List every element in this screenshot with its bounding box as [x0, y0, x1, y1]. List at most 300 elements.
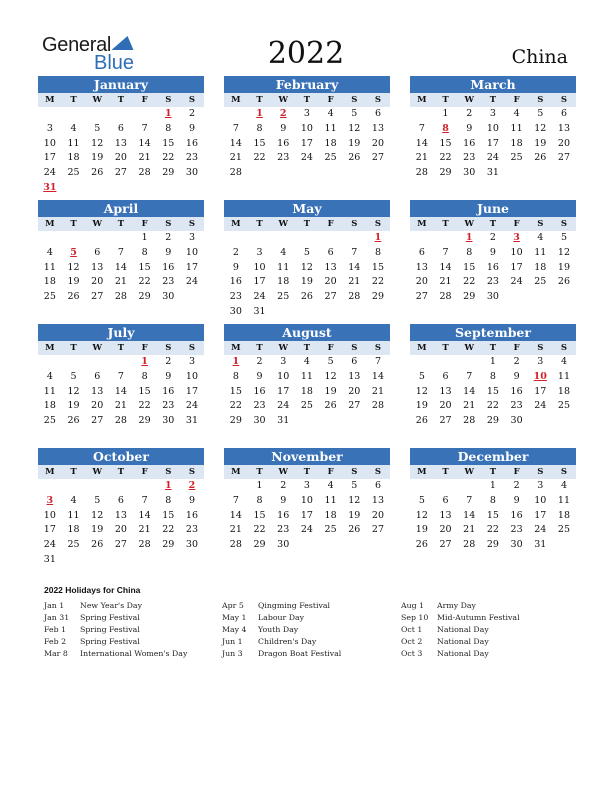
weekday-label: W	[464, 219, 474, 229]
month-title: March	[410, 76, 576, 93]
day-cell: 23	[162, 400, 175, 412]
day-cell: 6	[442, 494, 449, 506]
day-cell: 14	[229, 509, 242, 521]
day-cell: 11	[43, 385, 56, 397]
holiday-day: 8	[442, 122, 449, 134]
day-cell: 31	[534, 539, 547, 551]
weekday-label: W	[464, 467, 474, 477]
logo-blue-text: Blue	[94, 52, 135, 74]
day-cell: 11	[510, 122, 523, 134]
day-cell: 18	[67, 152, 80, 164]
day-cell: 24	[300, 152, 313, 164]
day-cell: 7	[232, 122, 239, 134]
day-cell: 16	[185, 137, 199, 149]
weekday-label: S	[560, 219, 568, 229]
day-cell: 18	[324, 509, 337, 521]
empty-cell	[410, 107, 434, 122]
day-cell: 26	[348, 524, 361, 536]
day-cell: 9	[513, 370, 520, 382]
day-cell: 13	[91, 261, 104, 273]
day-cell: 20	[348, 385, 361, 397]
empty-cell	[38, 355, 62, 370]
day-cell: 20	[114, 524, 127, 536]
day-cell: 10	[534, 494, 547, 506]
weekday-label: W	[464, 343, 474, 353]
day-cell: 19	[415, 400, 428, 412]
holiday-date: Jun 3	[222, 649, 243, 658]
holiday-name: Dragon Boat Festival	[258, 649, 342, 658]
day-cell: 17	[300, 137, 313, 149]
day-cell: 4	[327, 480, 334, 491]
weekday-header	[410, 217, 576, 231]
day-cell: 8	[256, 494, 263, 506]
day-cell: 12	[67, 261, 80, 273]
day-cell: 3	[280, 356, 287, 367]
day-cell: 8	[489, 494, 496, 506]
day-cell: 29	[439, 167, 452, 179]
day-cell: 1	[141, 232, 148, 243]
empty-cell	[133, 479, 157, 494]
day-cell: 18	[300, 385, 313, 397]
holiday-day: 3	[46, 494, 54, 506]
empty-cell	[410, 479, 434, 494]
empty-cell	[109, 479, 133, 494]
empty-cell	[38, 231, 62, 246]
day-cell: 13	[557, 122, 571, 134]
empty-cell	[109, 231, 133, 246]
holiday-name: Labour Day	[258, 613, 305, 622]
weekday-label: M	[45, 467, 55, 477]
holiday-date: Jan 1	[44, 601, 65, 610]
day-cell: 23	[185, 524, 199, 536]
day-cell: 12	[91, 137, 104, 149]
day-cell: 14	[415, 137, 428, 149]
day-cell: 14	[229, 137, 242, 149]
holiday-name: Youth Day	[258, 625, 299, 634]
holiday-name: International Women's Day	[80, 649, 188, 658]
weekday-label: M	[45, 343, 55, 353]
day-cell: 15	[229, 385, 242, 397]
weekday-label: T	[442, 219, 449, 229]
weekday-label: W	[92, 95, 102, 105]
day-cell: 17	[486, 137, 499, 149]
day-cell: 24	[185, 276, 199, 288]
day-cell: 17	[253, 276, 266, 288]
day-cell: 26	[67, 415, 80, 427]
weekday-label: M	[417, 219, 427, 229]
weekday-label: T	[256, 219, 263, 229]
holiday-row	[44, 612, 187, 624]
day-cell: 8	[256, 122, 263, 134]
day-cell: 2	[165, 232, 172, 243]
country-label: China	[511, 46, 568, 68]
day-cell: 21	[114, 276, 127, 288]
holiday-row	[222, 636, 341, 648]
weekday-label: S	[165, 219, 172, 229]
day-cell: 12	[348, 122, 361, 134]
day-cell: 19	[300, 276, 313, 288]
day-cell: 10	[510, 246, 523, 258]
day-cell: 18	[43, 276, 56, 288]
day-cell: 4	[513, 108, 520, 119]
month-title: September	[410, 324, 576, 341]
day-cell: 19	[67, 276, 80, 288]
day-cell: 7	[117, 246, 124, 258]
day-cell: 10	[185, 246, 199, 258]
day-cell: 2	[513, 356, 520, 367]
day-cell: 5	[560, 232, 567, 243]
empty-cell	[271, 231, 295, 246]
day-cell: 19	[348, 137, 361, 149]
weekday-label: M	[231, 467, 241, 477]
day-cell: 29	[162, 167, 175, 179]
weekday-header	[224, 341, 390, 355]
weekday-header	[410, 465, 576, 479]
day-cell: 15	[253, 509, 266, 521]
holiday-name: Qingming Festival	[258, 601, 331, 610]
day-cell: 29	[486, 539, 499, 551]
year-title: 2022	[267, 36, 345, 71]
day-cell: 21	[138, 524, 151, 536]
day-cell: 2	[232, 246, 239, 258]
day-cell: 5	[351, 108, 358, 119]
holiday-day: 10	[533, 370, 547, 382]
day-cell: 3	[256, 246, 263, 258]
weekday-label: T	[489, 343, 497, 353]
day-cell: 6	[117, 494, 124, 506]
day-cell: 23	[229, 291, 242, 303]
day-cell: 7	[418, 122, 425, 134]
day-cell: 27	[348, 400, 361, 412]
day-cell: 7	[374, 356, 381, 367]
weekday-label: S	[537, 343, 544, 353]
day-cell: 4	[537, 232, 544, 243]
weekday-label: T	[70, 95, 77, 105]
day-cell: 19	[415, 524, 428, 536]
day-cell: 24	[486, 152, 499, 164]
day-cell: 15	[162, 509, 175, 521]
day-cell: 8	[466, 246, 473, 258]
day-cell: 14	[463, 385, 476, 397]
day-cell: 12	[415, 385, 428, 397]
day-cell: 3	[537, 480, 544, 491]
holiday-row	[401, 648, 520, 660]
day-cell: 5	[303, 246, 310, 258]
day-cell: 6	[94, 246, 101, 258]
holidays-title: 2022 Holidays for China	[44, 585, 141, 595]
day-cell: 4	[46, 370, 53, 382]
day-cell: 21	[371, 385, 385, 397]
day-cell: 18	[534, 261, 547, 273]
day-cell: 15	[253, 137, 266, 149]
month-title: July	[38, 324, 204, 341]
weekday-label: S	[188, 95, 196, 105]
day-cell: 20	[415, 276, 428, 288]
day-cell: 28	[229, 167, 242, 179]
day-cell: 15	[138, 385, 151, 397]
day-cell: 13	[371, 122, 385, 134]
day-cell: 11	[277, 261, 290, 273]
day-cell: 7	[117, 370, 124, 382]
day-grid	[38, 479, 204, 568]
day-cell: 28	[138, 539, 151, 551]
day-cell: 19	[324, 385, 337, 397]
day-cell: 30	[486, 291, 499, 303]
day-cell: 21	[229, 524, 242, 536]
day-cell: 19	[348, 509, 361, 521]
day-grid	[410, 355, 576, 429]
weekday-label: S	[560, 343, 568, 353]
weekday-label: M	[231, 95, 241, 105]
weekday-header	[38, 341, 204, 355]
weekday-label: M	[45, 95, 55, 105]
holiday-name: National Day	[437, 649, 489, 658]
day-cell: 28	[114, 291, 127, 303]
day-cell: 1	[489, 480, 496, 491]
holiday-row	[401, 612, 520, 624]
day-cell: 19	[534, 137, 547, 149]
day-cell: 9	[280, 122, 287, 134]
weekday-label: T	[117, 343, 125, 353]
day-cell: 27	[91, 415, 104, 427]
day-grid	[224, 355, 390, 429]
day-cell: 8	[141, 246, 148, 258]
day-cell: 7	[141, 494, 148, 506]
weekday-label: W	[278, 467, 288, 477]
day-cell: 25	[324, 152, 337, 164]
weekday-label: F	[513, 343, 520, 353]
day-cell: 18	[67, 524, 80, 536]
day-cell: 25	[557, 400, 571, 412]
holiday-date: May 1	[222, 613, 247, 622]
day-cell: 22	[371, 276, 385, 288]
day-cell: 22	[486, 524, 499, 536]
weekday-label: S	[165, 467, 172, 477]
day-cell: 12	[557, 246, 571, 258]
day-cell: 29	[371, 291, 385, 303]
holiday-name: Mid-Autumn Festival	[437, 613, 520, 622]
holiday-row	[222, 624, 341, 636]
weekday-label: S	[351, 219, 358, 229]
day-cell: 24	[253, 291, 266, 303]
day-cell: 25	[43, 291, 56, 303]
day-cell: 10	[43, 137, 56, 149]
day-cell: 25	[67, 539, 80, 551]
day-cell: 3	[489, 108, 496, 119]
day-cell: 18	[557, 509, 571, 521]
day-cell: 1	[442, 108, 449, 119]
day-cell: 6	[374, 480, 381, 491]
weekday-header	[410, 341, 576, 355]
weekday-label: S	[537, 467, 544, 477]
day-cell: 2	[188, 108, 195, 119]
day-cell: 22	[253, 152, 266, 164]
empty-cell	[62, 231, 86, 246]
day-cell: 21	[348, 276, 361, 288]
weekday-label: M	[45, 219, 55, 229]
day-cell: 26	[67, 291, 80, 303]
weekday-label: T	[303, 219, 311, 229]
day-cell: 16	[229, 276, 242, 288]
day-cell: 13	[114, 509, 127, 521]
weekday-label: F	[513, 219, 520, 229]
day-cell: 24	[534, 524, 547, 536]
day-cell: 22	[162, 524, 175, 536]
holiday-row	[44, 624, 187, 636]
day-cell: 19	[91, 152, 104, 164]
day-cell: 27	[91, 291, 104, 303]
day-cell: 31	[43, 553, 56, 565]
weekday-header	[410, 93, 576, 107]
day-cell: 24	[43, 539, 56, 551]
day-cell: 13	[114, 137, 127, 149]
day-cell: 20	[324, 276, 337, 288]
day-cell: 25	[300, 400, 313, 412]
weekday-label: S	[374, 343, 382, 353]
empty-cell	[85, 107, 109, 122]
empty-cell	[224, 479, 248, 494]
day-cell: 12	[348, 494, 361, 506]
day-cell: 14	[138, 509, 151, 521]
weekday-label: F	[513, 467, 520, 477]
day-cell: 23	[277, 152, 290, 164]
day-cell: 30	[510, 415, 523, 427]
day-cell: 20	[91, 276, 104, 288]
day-grid	[410, 231, 576, 305]
weekday-label: T	[442, 95, 449, 105]
day-cell: 30	[510, 539, 523, 551]
day-cell: 8	[232, 370, 239, 382]
day-cell: 10	[300, 494, 313, 506]
day-cell: 11	[43, 261, 56, 273]
weekday-label: F	[141, 219, 148, 229]
month-title: June	[410, 200, 576, 217]
day-cell: 11	[300, 370, 313, 382]
day-cell: 26	[415, 539, 428, 551]
holiday-date: Jan 31	[44, 613, 70, 622]
weekday-label: T	[70, 343, 77, 353]
day-cell: 4	[70, 122, 77, 134]
weekday-label: T	[117, 95, 125, 105]
month-title: December	[410, 448, 576, 465]
day-cell: 2	[165, 356, 172, 367]
empty-cell	[319, 231, 343, 246]
day-cell: 13	[91, 385, 104, 397]
day-cell: 16	[162, 261, 175, 273]
day-cell: 18	[510, 137, 523, 149]
day-cell: 5	[327, 356, 334, 367]
weekday-header	[38, 465, 204, 479]
holiday-day: 1	[465, 232, 473, 243]
day-cell: 2	[280, 480, 287, 491]
day-cell: 16	[185, 509, 199, 521]
day-cell: 4	[303, 356, 310, 367]
holiday-name: New Year's Day	[80, 601, 142, 610]
weekday-label: W	[278, 95, 288, 105]
weekday-label: F	[513, 95, 520, 105]
empty-cell	[410, 355, 434, 370]
day-cell: 4	[327, 108, 334, 119]
day-cell: 12	[300, 261, 313, 273]
day-cell: 29	[162, 539, 175, 551]
day-cell: 14	[348, 261, 361, 273]
day-cell: 17	[43, 152, 56, 164]
weekday-label: S	[537, 219, 544, 229]
empty-cell	[133, 107, 157, 122]
day-cell: 29	[229, 415, 242, 427]
month-october	[38, 448, 204, 568]
weekday-label: S	[374, 219, 382, 229]
day-cell: 23	[486, 276, 499, 288]
day-cell: 10	[185, 370, 199, 382]
empty-cell	[224, 231, 248, 246]
day-cell: 15	[371, 261, 385, 273]
day-cell: 17	[185, 261, 199, 273]
empty-cell	[62, 355, 86, 370]
weekday-label: W	[278, 219, 288, 229]
empty-cell	[38, 107, 62, 122]
day-cell: 3	[537, 356, 544, 367]
day-cell: 9	[466, 122, 473, 134]
day-cell: 27	[415, 291, 428, 303]
day-cell: 4	[46, 246, 53, 258]
day-cell: 2	[466, 108, 473, 119]
holiday-row	[44, 648, 187, 660]
day-cell: 25	[277, 291, 290, 303]
month-july	[38, 324, 204, 429]
month-title: February	[224, 76, 390, 93]
empty-cell	[109, 355, 133, 370]
holiday-row	[222, 612, 341, 624]
day-cell: 22	[138, 276, 151, 288]
month-november	[224, 448, 390, 553]
day-cell: 21	[138, 152, 151, 164]
month-title: January	[38, 76, 204, 93]
day-cell: 27	[371, 524, 385, 536]
day-cell: 21	[463, 524, 476, 536]
day-cell: 13	[371, 494, 385, 506]
day-cell: 30	[277, 539, 290, 551]
weekday-label: F	[327, 219, 334, 229]
holiday-name: National Day	[437, 625, 489, 634]
day-cell: 15	[138, 261, 151, 273]
day-cell: 9	[165, 246, 172, 258]
day-cell: 28	[114, 415, 127, 427]
day-cell: 13	[324, 261, 337, 273]
day-cell: 20	[439, 400, 452, 412]
day-cell: 30	[162, 415, 175, 427]
weekday-label: T	[70, 467, 77, 477]
day-cell: 8	[374, 246, 381, 258]
weekday-label: W	[278, 343, 288, 353]
empty-cell	[62, 479, 86, 494]
day-cell: 16	[277, 137, 290, 149]
weekday-label: F	[141, 95, 148, 105]
day-cell: 12	[67, 385, 80, 397]
day-cell: 21	[114, 400, 127, 412]
empty-cell	[85, 231, 109, 246]
day-cell: 15	[486, 509, 499, 521]
day-cell: 3	[303, 480, 310, 491]
day-cell: 10	[277, 370, 290, 382]
empty-cell	[224, 107, 248, 122]
day-cell: 26	[324, 400, 337, 412]
day-cell: 26	[348, 152, 361, 164]
day-cell: 3	[188, 232, 195, 243]
weekday-label: T	[489, 467, 497, 477]
weekday-label: S	[188, 219, 196, 229]
weekday-label: T	[117, 467, 125, 477]
